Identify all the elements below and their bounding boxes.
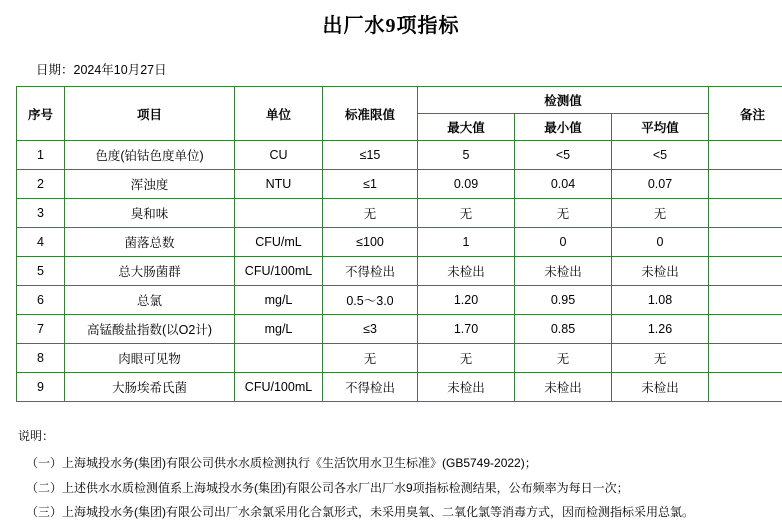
cell-max: 5 bbox=[418, 141, 515, 170]
cell-min: 无 bbox=[515, 344, 612, 373]
cell-avg: 1.08 bbox=[612, 286, 709, 315]
table-row bbox=[17, 373, 782, 402]
cell-min: 未检出 bbox=[515, 257, 612, 286]
cell-avg: 1.26 bbox=[612, 315, 709, 344]
cell-avg: 0 bbox=[612, 228, 709, 257]
cell-max: 无 bbox=[418, 199, 515, 228]
cell-max: 未检出 bbox=[418, 257, 515, 286]
cell-min: 0.04 bbox=[515, 170, 612, 199]
cell-remark bbox=[709, 286, 782, 315]
cell-standard: 无 bbox=[323, 344, 418, 373]
cell-remark bbox=[709, 344, 782, 373]
cell-item: 菌落总数 bbox=[65, 228, 235, 257]
cell-standard: ≤100 bbox=[323, 228, 418, 257]
cell-item: 大肠埃希氏菌 bbox=[65, 373, 235, 402]
table-row bbox=[17, 228, 782, 257]
cell-avg: 无 bbox=[612, 199, 709, 228]
cell-remark bbox=[709, 373, 782, 402]
notes-heading: 说明： bbox=[18, 428, 782, 445]
page-title: 出厂水9项指标 bbox=[0, 0, 782, 38]
cell-unit: CFU/100mL bbox=[235, 257, 323, 286]
water-quality-table bbox=[16, 86, 782, 402]
header-item: 项目 bbox=[65, 87, 235, 141]
cell-max: 1.70 bbox=[418, 315, 515, 344]
note-line: （二）上述供水水质检测值系上海城投水务(集团)有限公司各水厂出厂水9项指标检测结果，公布频率为每日一次； bbox=[18, 480, 782, 497]
cell-avg: 0.07 bbox=[612, 170, 709, 199]
cell-standard: ≤15 bbox=[323, 141, 418, 170]
cell-unit: CU bbox=[235, 141, 323, 170]
cell-max: 1.20 bbox=[418, 286, 515, 315]
notes-section bbox=[18, 428, 782, 522]
cell-item: 总大肠菌群 bbox=[65, 257, 235, 286]
cell-min: 未检出 bbox=[515, 373, 612, 402]
cell-avg: <5 bbox=[612, 141, 709, 170]
cell-max: 0.09 bbox=[418, 170, 515, 199]
cell-min: <5 bbox=[515, 141, 612, 170]
cell-standard: 无 bbox=[323, 199, 418, 228]
table-row bbox=[17, 170, 782, 199]
cell-max: 1 bbox=[418, 228, 515, 257]
cell-standard: ≤3 bbox=[323, 315, 418, 344]
header-avg: 平均值 bbox=[612, 114, 709, 141]
cell-remark bbox=[709, 315, 782, 344]
cell-index: 6 bbox=[17, 286, 65, 315]
cell-avg: 未检出 bbox=[612, 257, 709, 286]
cell-unit bbox=[235, 199, 323, 228]
cell-remark bbox=[709, 257, 782, 286]
header-standard: 标准限值 bbox=[323, 87, 418, 141]
table-row bbox=[17, 199, 782, 228]
cell-remark bbox=[709, 170, 782, 199]
cell-item: 浑浊度 bbox=[65, 170, 235, 199]
header-unit: 单位 bbox=[235, 87, 323, 141]
header-min: 最小值 bbox=[515, 114, 612, 141]
cell-remark bbox=[709, 141, 782, 170]
table-row bbox=[17, 286, 782, 315]
cell-item: 总氯 bbox=[65, 286, 235, 315]
cell-avg: 无 bbox=[612, 344, 709, 373]
cell-standard: 0.5～3.0 bbox=[323, 286, 418, 315]
cell-unit: NTU bbox=[235, 170, 323, 199]
cell-item: 色度(铂钴色度单位) bbox=[65, 141, 235, 170]
cell-index: 2 bbox=[17, 170, 65, 199]
note-line: （一）上海城投水务(集团)有限公司供水水质检测执行《生活饮用水卫生标准》(GB5749-2022)； bbox=[18, 455, 782, 472]
cell-index: 3 bbox=[17, 199, 65, 228]
table-row bbox=[17, 257, 782, 286]
table-row bbox=[17, 315, 782, 344]
cell-remark bbox=[709, 199, 782, 228]
cell-min: 0.85 bbox=[515, 315, 612, 344]
header-measured-group: 检测值 bbox=[418, 87, 709, 114]
table-header-row-1 bbox=[17, 87, 782, 114]
cell-standard: 不得检出 bbox=[323, 257, 418, 286]
cell-index: 5 bbox=[17, 257, 65, 286]
cell-item: 高锰酸盐指数(以O2计) bbox=[65, 315, 235, 344]
header-index: 序号 bbox=[17, 87, 65, 141]
cell-min: 无 bbox=[515, 199, 612, 228]
header-max: 最大值 bbox=[418, 114, 515, 141]
cell-avg: 未检出 bbox=[612, 373, 709, 402]
cell-item: 臭和味 bbox=[65, 199, 235, 228]
cell-unit: mg/L bbox=[235, 286, 323, 315]
cell-index: 8 bbox=[17, 344, 65, 373]
cell-index: 7 bbox=[17, 315, 65, 344]
report-date: 日期：2024年10月27日 bbox=[36, 60, 782, 78]
cell-index: 1 bbox=[17, 141, 65, 170]
cell-item: 肉眼可见物 bbox=[65, 344, 235, 373]
cell-index: 9 bbox=[17, 373, 65, 402]
cell-max: 未检出 bbox=[418, 373, 515, 402]
cell-unit: mg/L bbox=[235, 315, 323, 344]
cell-max: 无 bbox=[418, 344, 515, 373]
cell-standard: ≤1 bbox=[323, 170, 418, 199]
cell-standard: 不得检出 bbox=[323, 373, 418, 402]
table-row bbox=[17, 141, 782, 170]
table-row bbox=[17, 344, 782, 373]
cell-unit bbox=[235, 344, 323, 373]
note-line: （三）上海城投水务(集团)有限公司出厂水余氯采用化合氯形式，未采用臭氧、二氧化氯等消毒方式，因而检测指标采用总氯。 bbox=[18, 504, 782, 521]
cell-remark bbox=[709, 228, 782, 257]
cell-min: 0.95 bbox=[515, 286, 612, 315]
cell-index: 4 bbox=[17, 228, 65, 257]
cell-min: 0 bbox=[515, 228, 612, 257]
cell-unit: CFU/100mL bbox=[235, 373, 323, 402]
cell-unit: CFU/mL bbox=[235, 228, 323, 257]
header-remark: 备注 bbox=[709, 87, 782, 141]
